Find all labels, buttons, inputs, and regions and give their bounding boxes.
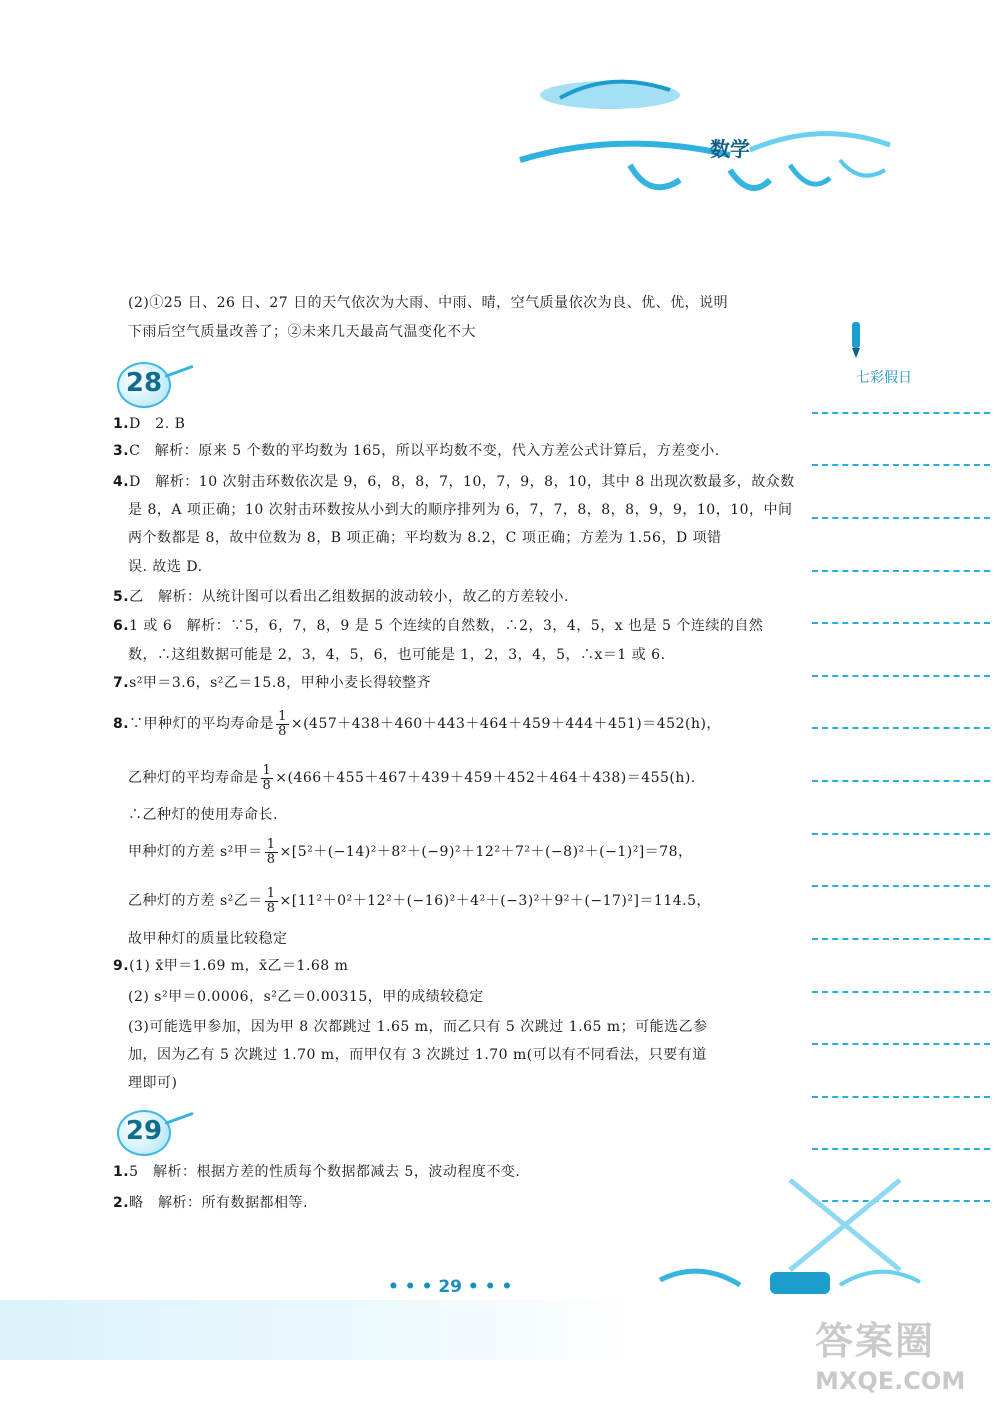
watermark-logo [815,1310,995,1400]
fraction: $\frac{1}{8}$ [262,762,272,793]
note-line [812,938,990,940]
section-number: 29 [125,1116,163,1146]
answer-line: 理即可) [128,1075,178,1091]
note-line [812,1096,990,1098]
answer-line: 甲种灯的方差 s²甲＝ $\frac{1}{8}$ ×[5²＋(−14)²＋8²＋(−9)²＋12²＋7²＋(−8)²＋(−1)²]＝78， [128,836,693,867]
answer-line: (2) s²甲＝0.0006，s²乙＝0.00315，甲的成绩较稳定 [128,989,484,1005]
answer-line: 5.乙 解析：从统计图可以看出乙组数据的波动较小，故乙的方差较小. [113,589,570,605]
section-number: 28 [125,368,163,398]
answer-line: 7.s²甲＝3.6，s²乙＝15.8，甲种小麦长得较整齐 [113,675,432,691]
sidebar-label: 七彩假日 [856,370,912,386]
watermark-title: 答案圈 [815,1319,936,1363]
note-line [812,622,990,624]
footer-decoration [640,1160,940,1310]
answer-line: 3.C 解析：原来 5 个数的平均数为 165，所以平均数不变，代入方差公式计算后，方差变小. [113,443,720,459]
answer-line: ∴乙种灯的使用寿命长. [128,807,278,823]
watermark-url: MXQE.COM [815,1367,966,1395]
answer-line: (3)可能选甲参加，因为甲 8 次都跳过 1.65 m，而乙只有 5 次跳过 1.65 m；可能选乙参 [128,1019,708,1035]
answer-line: 6.1 或 6 解析：∵5，6，7，8，9 是 5 个连续的自然数，∴2，3，4，5，x 也是 5 个连续的自然 [113,618,764,634]
answer-line: 9.(1) x̄甲＝1.69 m，x̄乙＝1.68 m [113,958,349,974]
note-line [812,517,990,519]
answer-line: 乙种灯的方差 s²乙＝ $\frac{1}{8}$ ×[11²＋0²＋12²＋(−16)²＋4²＋(−3)²＋9²＋(−17)²]＝114.5， [128,885,712,916]
note-line [812,570,990,572]
answer-line: 是 8，A 项正确；10 次射击环数按从小到大的顺序排列为 6，7，7，8，8，8，9，9，10，10，中间 [128,502,793,518]
answer-line: 2.略 解析：所有数据都相等. [113,1195,309,1211]
answer-line: 加，因为乙有 5 次跳过 1.70 m，而甲仅有 3 次跳过 1.70 m(可以有不同看法，只要有道 [128,1047,707,1063]
note-line [812,1148,990,1150]
fraction: $\frac{1}{8}$ [266,885,276,916]
fraction: $\frac{1}{8}$ [266,836,276,867]
section-badge [117,362,171,408]
answer-line: 误. 故选 D. [128,559,203,575]
note-line [812,991,990,993]
answer-line: 数，∴这组数据可能是 2，3，4，5，6，也可能是 1，2，3，4，5，∴x＝1 或 6. [128,647,666,663]
subject-label: 数学 [710,137,750,161]
note-line [812,1043,990,1045]
answer-line: 8.∵甲种灯的平均寿命是 $\frac{1}{8}$ ×(457＋438＋460＋443＋464＋459＋444＋451)＝452(h)， [113,708,721,739]
answer-line: 4.D 解析：10 次射击环数依次是 9，6，8，8，7，10，7，9，8，10，其中 8 出现次数最多，故众数 [113,474,795,490]
note-line [812,833,990,835]
note-line [812,675,990,677]
answer-line: 故甲种灯的质量比较稳定 [128,931,288,947]
answer-line: 1.5 解析：根据方差的性质每个数据都减去 5，波动程度不变. [113,1164,521,1180]
note-line [812,412,990,414]
answer-line: 两个数都是 8，故中位数为 8，B 项正确；平均数为 8.2，C 项正确；方差为 1.56，D 项错 [128,530,722,546]
section-badge [117,1110,171,1156]
intro-line: (2)①25 日、26 日、27 日的天气依次为大雨、中雨、晴，空气质量依次为良、优、优，说明 [128,295,729,311]
intro-line: 下雨后空气质量改善了；②未来几天最高气温变化不大 [128,324,476,340]
note-line [812,780,990,782]
fraction: $\frac{1}{8}$ [278,708,287,739]
note-line [812,464,990,466]
footer-brush-art-icon [640,1160,940,1310]
page-number: • • • 29 • • • [388,1277,513,1297]
bottom-wash [0,1300,640,1360]
answer-line: 1.D 2. B [113,416,186,432]
note-line [812,885,990,887]
pen-icon [846,320,866,364]
header-decoration [500,60,920,220]
note-line [812,727,990,729]
answer-line: 乙种灯的平均寿命是 $\frac{1}{8}$ ×(466＋455＋467＋439＋459＋452＋464＋438)＝455(h). [128,762,696,793]
